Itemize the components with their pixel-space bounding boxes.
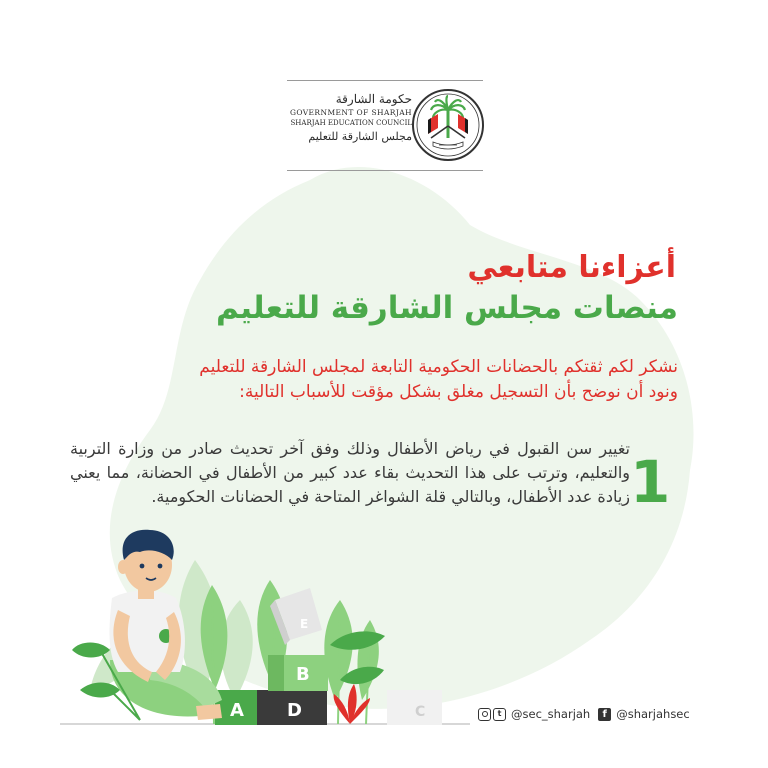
greeting-title: أعزاءنا متابعي [467,250,676,285]
council-title: منصات مجلس الشارقة للتعليم [215,290,678,326]
twitter-icon[interactable]: t [493,708,506,721]
block-letter-d: D [287,700,302,721]
government-arabic: حكومة الشارقة [335,92,412,106]
council-arabic: مجلس الشارقة للتعليم [308,130,412,143]
block-letter-b: B [296,664,310,685]
social-handle-facebook[interactable]: @sharjahsec [616,707,690,721]
facebook-icon[interactable]: f [598,708,611,721]
council-english: SHARJAH EDUCATION COUNCIL [290,119,412,127]
instagram-icon[interactable] [478,708,491,721]
block-letter-e: E [300,617,309,631]
reason-number: 1 [630,448,671,516]
government-english: GOVERNMENT OF SHARJAH [289,108,412,117]
block-letter-a: A [230,700,244,721]
intro-line-1: نشكر لكم ثقتكم بالحضانات الحكومية التابعة لمجلس الشارقة للتعليم [199,357,678,377]
reason-text: تغيير سن القبول في رياض الأطفال وذلك وفق آخر تحديث صادر من وزارة التربية والتعليم، وترتب على هذا التحديث بقاء عدد كبير من الأطفال في الحضانة، مما يعني زيادة عدد الأطفال، وبالتالي قلة الشواغر المتاحة في الحضانات الحكومية. [70,439,630,506]
social-handle-primary[interactable]: @sec_sharjah [511,707,591,721]
social-handles [478,705,698,723]
block-letter-c: C [415,704,426,720]
intro-line-2: ونود أن نوضح بأن التسجيل مغلق بشكل مؤقت للأسباب التالية: [239,382,678,402]
